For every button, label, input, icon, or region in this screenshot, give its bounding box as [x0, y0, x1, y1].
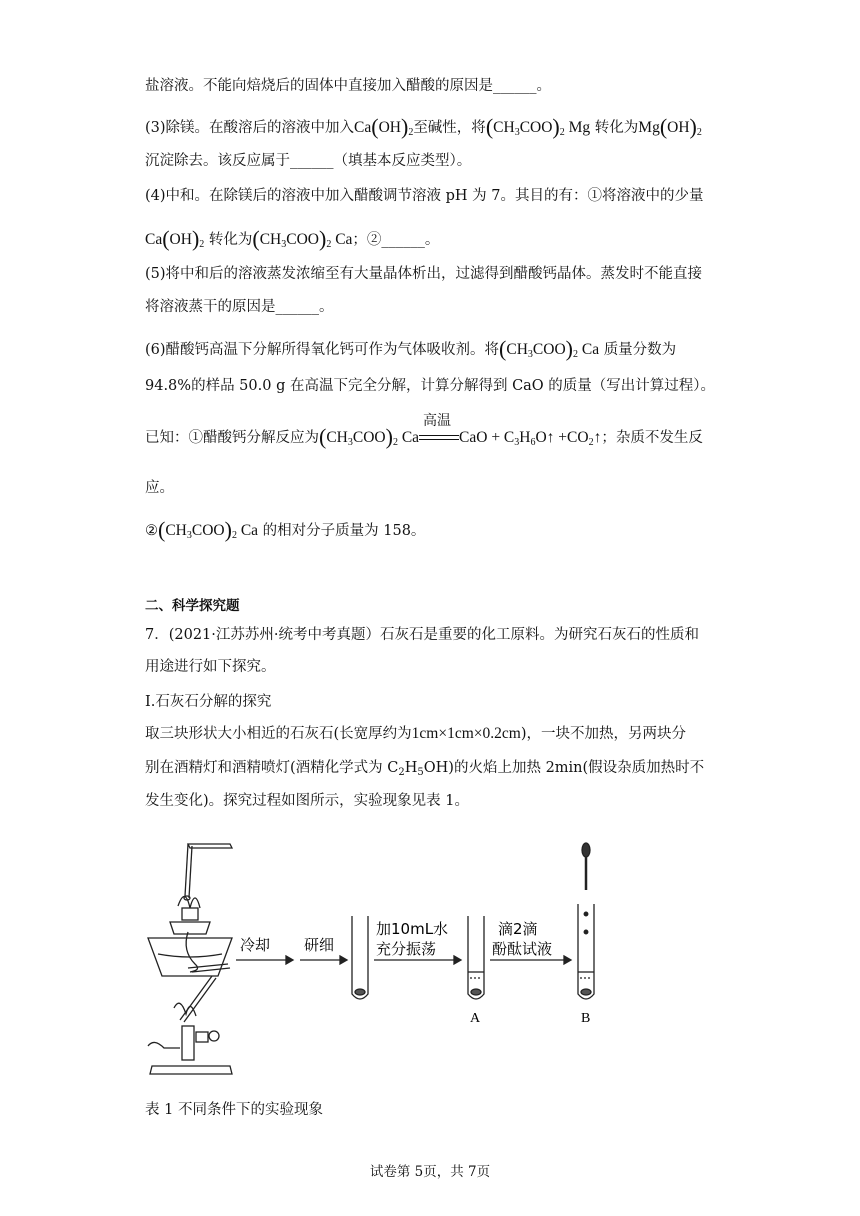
formula-ca-acetate: $(CH_3COO)_2$ Ca	[499, 336, 600, 361]
q7-line-2: 用途进行如下探究。	[145, 659, 276, 675]
dropper-icon	[582, 843, 590, 934]
step-label-shake: 充分振荡	[376, 940, 437, 958]
q7-line-4: 取三块形状大小相近的石灰石(长宽厚约为1cm×1cm×0.2cm)，一块不加热，另两块分	[145, 725, 686, 742]
q6-line-7: 将溶液蒸干的原因是______。	[145, 299, 334, 315]
test-tube-1	[352, 916, 368, 999]
formula-mg-acetate: $(CH_3COO)_2$ Mg	[485, 114, 591, 139]
tube-label-b: B	[581, 1011, 591, 1026]
reaction-condition-arrow: 高温	[419, 431, 459, 445]
q6-line-9: 94.8%的样品 50.0 g 在高温下完全分解，计算分解得到 CaO 的质量（写出计算过程）。	[145, 378, 716, 394]
formula-ca-oh2: $Ca(OH)_2$	[354, 114, 414, 139]
q6-line-8: (6)醋酸钙高温下分解所得氧化钙可作为气体吸收剂。将$(CH_3COO)_2$ Ca 质量分数为	[145, 336, 677, 361]
formula-ca-acetate: $(CH_3COO)_2$ Ca	[252, 226, 353, 251]
page-footer: 试卷第 5页，共 7页	[369, 1164, 491, 1180]
q6-line-12: $②(CH_3COO)_2$ Ca 的相对分子质量为 158。	[145, 517, 426, 542]
q6-line-4: (4)中和。在除镁后的溶液中加入醋酸调节溶液 pH 为 7。其目的有：①将溶液中的少量	[145, 188, 704, 204]
q6-line-5: $Ca(OH)_2$ 转化为$(CH_3COO)_2$ Ca；②______。	[145, 226, 440, 251]
q7-line-6: 发生变化)。探究过程如图所示，实验现象见表 1。	[145, 793, 469, 809]
step-label-drops: 滴2滴	[498, 920, 538, 938]
alcohol-lamp-icon	[148, 844, 232, 976]
q6-line-1: 盐溶液。不能向焙烧后的固体中直接加入醋酸的原因是______。	[145, 78, 551, 94]
q6-line-2: (3)除镁。在酸溶后的溶液中加入$Ca(OH)_2$至碱性，将$(CH_3COO)_2$ Mg 转化为$Mg(OH)_2$	[145, 114, 702, 139]
step-label-add-water: 加10mL水	[376, 920, 449, 938]
step-label-cool: 冷却	[240, 936, 271, 954]
q6-line-6: (5)将中和后的溶液蒸发浓缩至有大量晶体析出，过滤得到醋酸钙晶体。蒸发时不能直接	[145, 266, 703, 282]
step-label-phenolphthalein: 酚酞试液	[492, 940, 553, 958]
q7-subheading: Ⅰ.石灰石分解的探究	[145, 694, 272, 710]
test-tube-b	[578, 904, 594, 999]
q6-line-11: 应。	[145, 480, 174, 496]
section-title: 二、科学探究题	[145, 598, 240, 614]
formula-ca-oh2: $Ca(OH)_2$	[145, 226, 205, 251]
formula-ca-acetate: $(CH_3COO)_2$ Ca	[158, 517, 259, 542]
q7-line-5: 别在酒精灯和酒精喷灯(酒精化学式为 $C_2H_5OH$)的火焰上加热 2min(假设杂质加热时不	[145, 760, 705, 778]
decomposition-equation: $(CH_3COO)_2$ Ca 高温 CaO + $C_3H_6O↑$ $+CO_2↑$	[319, 414, 602, 449]
table-caption: 表 1 不同条件下的实验现象	[145, 1102, 323, 1118]
step-label-grind: 研细	[304, 936, 335, 954]
arrow-cool	[236, 956, 293, 964]
experiment-diagram	[140, 836, 620, 1086]
q6-line-3: 沉淀除去。该反应属于______（填基本反应类型）。	[145, 153, 472, 169]
formula-mg-oh2: $Mg(OH)_2$	[638, 114, 702, 139]
q7-line-1: 7．(2021·江苏苏州·统考中考真题）石灰石是重要的化工原料。为研究石灰石的性质和	[145, 627, 699, 643]
alcohol-blowtorch-icon	[148, 964, 232, 1074]
tube-label-a: A	[470, 1011, 481, 1026]
test-tube-a	[468, 916, 484, 999]
arrow-grind	[300, 956, 347, 964]
q6-line-10: 已知：①醋酸钙分解反应为$(CH_3COO)_2$ Ca 高温 CaO + $C_3H_6O↑$ $+CO_2↑$；杂质不发生反	[145, 414, 703, 449]
